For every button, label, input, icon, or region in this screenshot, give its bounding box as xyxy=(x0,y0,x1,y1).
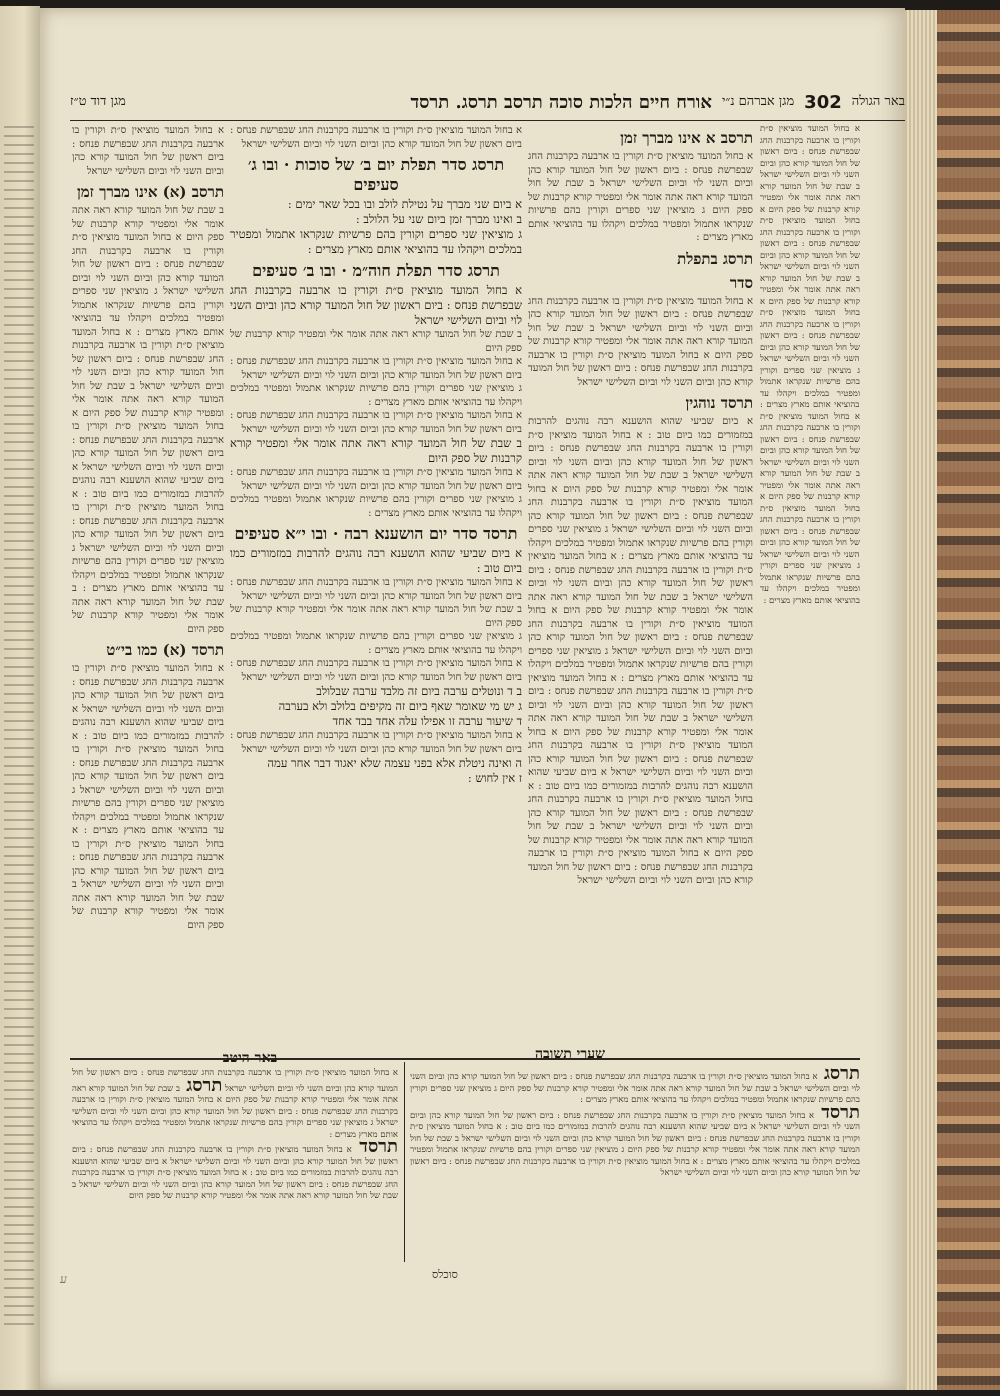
text-line-c: ג מוציאין שני ספרים וקורין בהם פרשיות שנקראו אתמול ומפטיר במלכים ויקהלו עד בהוציאי אותם מארץ מצרים : xyxy=(230,227,522,256)
beer-heitev-title: באר היטב xyxy=(222,1050,278,1066)
commentary-left-label: מגן אברהם נ״י xyxy=(721,94,795,110)
shaarei-teshuva-column: תרסג א בחול המועד מוציאין ס״ת וקורין בו ארבעה בקרבנות החג שבפרשת פנחס : ביום ראשון של חול המועד קורא כהן וביום השני לוי וביום השלישי ישראל ב שבת של חול המועד קורא ראה אתה אומר אלי ומפטיר קורא קרבנות של ספק היום ג מוציאין שני ספרים וקורין בהם פרשיות שנקראו אתמול ומפטיר במלכים ויקהלו עד בהוציאי אותם מארץ מצרים : תרסד א בחול המועד מוציאין ס״ת וקורין בו ארבעה בקרבנות החג שבפרשת פנחס : ביום ראשון של חול המועד קורא כהן וביום השני לוי וביום השלישי ישראל א ביום שביעי שהוא הושענא רבה נוהגים להרבות במזמורים כמו ביום טוב : א בחול המועד מוציאין ס״ת וקורין בו ארבעה בקרבנות החג שבפרשת פנחס : ביום ראשון של חול המועד קורא כהן וביום השני לוי וביום השלישי ישראל ב שבת של חול המועד קורא ראה אתה אומר אלי ומפטיר קורא קרבנות של ספק היום ג מוציאין שני ספרים וקורין בהם פרשיות שנקראו אתמול ומפטיר במלכים ויקהלו עד בהוציאי אותם מארץ מצרים : א בחול המועד מוציאין ס״ת וקורין בו ארבעה בקרבנות החג שבפרשת פנחס : ביום ראשון של חול המועד קורא כהן וביום השני לוי וביום השלישי ישראל xyxy=(410,1068,860,1264)
taz-column: א בחול המועד מוציאין ס״ת וקורין בו ארבעה בקרבנות החג שבפרשת פנחס : ביום ראשון של חול המועד קורא כהן וביום השני לוי וביום השלישי ישראל תרסב (א) אינו מברך זמן ב שבת של חול המועד קורא ראה אתה אומר אלי ומפטיר קורא קרבנות של ספק היום א בחול המועד מוציאין ס״ת וקורין בו ארבעה בקרבנות החג שבפרשת פנחס : ביום ראשון של חול המועד קורא כהן וביום השני לוי וביום השלישי ישראל ג מוציאין שני ספרים וקורין בהם פרשיות שנקראו אתמול ומפטיר במלכים ויקהלו עד בהוציאי אותם מארץ מצרים : א בחול המועד מוציאין ס״ת וקורין בו ארבעה בקרבנות החג שבפרשת פנחס : ביום ראשון של חול המועד קורא כהן וביום השני לוי וביום השלישי ישראל ב שבת של חול המועד קורא ראה אתה אומר אלי ומפטיר קורא קרבנות של ספק היום א בחול המועד מוציאין ס״ת וקורין בו ארבעה בקרבנות החג שבפרשת פנחס : ביום ראשון של חול המועד קורא כהן וביום השני לוי וביום השלישי ישראל א ביום שביעי שהוא הושענא רבה נוהגים להרבות במזמורים כמו ביום טוב : א בחול המועד מוציאין ס״ת וקורין בו ארבעה בקרבנות החג שבפרשת פנחס : ביום ראשון של חול המועד קורא כהן וביום השני לוי וביום השלישי ישראל ג מוציאין שני ספרים וקורין בהם פרשיות שנקראו אתמול ומפטיר במלכים ויקהלו עד בהוציאי אותם מארץ מצרים : ב שבת של חול המועד קורא ראה אתה אומר אלי ומפטיר קורא קרבנות של ספק היום תרסד (א) כמו בי״ט א בחול המועד מוציאין ס״ת וקורין בו ארבעה בקרבנות החג שבפרשת פנחס : ביום ראשון של חול המועד קורא כהן וביום השני לוי וביום השלישי ישראל א ביום שביעי שהוא הושענא רבה נוהגים להרבות במזמורים כמו ביום טוב : א בחול המועד מוציאין ס״ת וקורין בו ארבעה בקרבנות החג שבפרשת פנחס : ביום ראשון של חול המועד קורא כהן וביום השני לוי וביום השלישי ישראל ג מוציאין שני ספרים וקורין בהם פרשיות שנקראו אתמול ומפטיר במלכים ויקהלו עד בהוציאי אותם מארץ מצרים : א בחול המועד מוציאין ס״ת וקורין בו ארבעה בקרבנות החג שבפרשת פנחס : ביום ראשון של חול המועד קורא כהן וביום השני לוי וביום השלישי ישראל ב שבת של חול המועד קורא ראה אתה אומר אלי ומפטיר קורא קרבנות של ספק היום xyxy=(72,125,224,931)
magen-avraham-heading-2: תרסג בתפלת xyxy=(677,249,753,268)
taz-heading-2: תרסד (א) כמו בי״ט xyxy=(106,641,224,659)
shulchan-aruch-main-text: א בחול המועד מוציאין ס״ת וקורין בו ארבעה בקרבנות החג שבפרשת פנחס : ביום ראשון של חול המועד קורא כהן וביום השני לוי וביום השלישי ישראל תרסג סדר תפלת יום ב׳ של סוכות · ובו ג׳ סעיפים א ביום שני מברך על נטילת לולב ובו בכל שאר ימים : ב ואינו מברך זמן ביום שני על הלולב : ג מוציאין שני ספרים וקורין בהם פרשיות שנקראו אתמול ומפטיר במלכים ויקהלו עד בהוציאי אותם מארץ מצרים : תרסג סדר תפלת חוה״מ · ובו ב׳ סעיפים א בחול המועד מוציאין ס״ת וקורין בו ארבעה בקרבנות החג שבפרשת פנחס : ביום ראשון של חול המועד קורא כהן וביום השני לוי וביום השלישי ישראל ב שבת של חול המועד קורא ראה אתה אומר אלי ומפטיר קורא קרבנות של ספק היום א בחול המועד מוציאין ס״ת וקורין בו ארבעה בקרבנות החג שבפרשת פנחס : ביום ראשון של חול המועד קורא כהן וביום השני לוי וביום השלישי ישראל ג מוציאין שני ספרים וקורין בהם פרשיות שנקראו אתמול ומפטיר במלכים ויקהלו עד בהוציאי אותם מארץ מצרים : א בחול המועד מוציאין ס״ת וקורין בו ארבעה בקרבנות החג שבפרשת פנחס : ביום ראשון של חול המועד קורא כהן וביום השני לוי וביום השלישי ישראל ב שבת של חול המועד קורא ראה אתה אומר אלי ומפטיר קורא קרבנות של ספק היום א בחול המועד מוציאין ס״ת וקורין בו ארבעה בקרבנות החג שבפרשת פנחס : ביום ראשון של חול המועד קורא כהן וביום השני לוי וביום השלישי ישראל ג מוציאין שני ספרים וקורין בהם פרשיות שנקראו אתמול ומפטיר במלכים ויקהלו עד בהוציאי אותם מארץ מצרים : תרסד סדר יום הושענא רבה · ובו י״א סעיפים א ביום שביעי שהוא הושענא רבה נוהגים להרבות במזמורים כמו ביום טוב : א בחול המועד מוציאין ס״ת וקורין בו ארבעה בקרבנות החג שבפרשת פנחס : ביום ראשון של חול המועד קורא כהן וביום השני לוי וביום השלישי ישראל ב שבת של חול המועד קורא ראה אתה אומר אלי ומפטיר קורא קרבנות של ספק היום ג מוציאין שני ספרים וקורין בהם פרשיות שנקראו אתמול ומפטיר במלכים ויקהלו עד בהוציאי אותם מארץ מצרים : א בחול המועד מוציאין ס״ת וקורין בו ארבעה בקרבנות החג שבפרשת פנחס : ביום ראשון של חול המועד קורא כהן וביום השני לוי וביום השלישי ישראל ב ד ונוטלים ערבה ביום זה מלבד ערבה שבלולב ג יש מי שאומר שאף ביום זה מקיפים בלולב ולא בערבה ד שיעור ערבה זו אפילו עלה אחד בבד אחד א בחול המועד מוציאין ס״ת וקורין בו ארבעה בקרבנות החג שבפרשת פנחס : ביום ראשון של חול המועד קורא כהן וביום השני לוי וביום השלישי ישראל ה ואינה ניטלת אלא בפני עצמה שלא יאגוד דבר אחר עמה ז אין לחוש : xyxy=(230,125,522,785)
beer-heitev-column: א בחול המועד מוציאין ס״ת וקורין בו ארבעה בקרבנות החג שבפרשת פנחס : ביום ראשון של חול המועד קורא כהן וביום השני לוי וביום השלישי ישראל תרסג ב שבת של חול המועד קורא ראה אתה אומר אלי ומפטיר קורא קרבנות של ספק היום א בחול המועד מוציאין ס״ת וקורין בו ארבעה בקרבנות החג שבפרשת פנחס : ביום ראשון של חול המועד קורא כהן וביום השני לוי וביום השלישי ישראל ג מוציאין שני ספרים וקורין בהם פרשיות שנקראו אתמול ומפטיר במלכים ויקהלו עד בהוציאי אותם מארץ מצרים : תרסד א בחול המועד מוציאין ס״ת וקורין בו ארבעה בקרבנות החג שבפרשת פנחס : ביום ראשון של חול המועד קורא כהן וביום השני לוי וביום השלישי ישראל א ביום שביעי שהוא הושענא רבה נוהגים להרבות במזמורים כמו ביום טוב : א בחול המועד מוציאין ס״ת וקורין בו ארבעה בקרבנות החג שבפרשת פנחס : ביום ראשון של חול המועד קורא כהן וביום השני לוי וביום השלישי ישראל ב שבת של חול המועד קורא ראה אתה אומר אלי ומפטיר קורא קרבנות של ספק היום xyxy=(72,1068,398,1201)
facing-page-text xyxy=(4,126,34,1326)
magen-avraham-column: תרסב א אינו מברך זמן א בחול המועד מוציאין ס״ת וקורין בו ארבעה בקרבנות החג שבפרשת פנחס : ביום ראשון של חול המועד קורא כהן וביום השני לוי וביום השלישי ישראל ב שבת של חול המועד קורא ראה אתה אומר אלי ומפטיר קורא קרבנות של ספק היום ג מוציאין שני ספרים וקורין בהם פרשיות שנקראו אתמול ומפטיר במלכים ויקהלו עד בהוציאי אותם מארץ מצרים : תרסג בתפלת סדר א בחול המועד מוציאין ס״ת וקורין בו ארבעה בקרבנות החג שבפרשת פנחס : ביום ראשון של חול המועד קורא כהן וביום השני לוי וביום השלישי ישראל ב שבת של חול המועד קורא ראה אתה אומר אלי ומפטיר קורא קרבנות של ספק היום א בחול המועד מוציאין ס״ת וקורין בו ארבעה בקרבנות החג שבפרשת פנחס : ביום ראשון של חול המועד קורא כהן וביום השני לוי וביום השלישי ישראל תרסד נוהגין א ביום שביעי שהוא הושענא רבה נוהגים להרבות במזמורים כמו ביום טוב : א בחול המועד מוציאין ס״ת וקורין בו ארבעה בקרבנות החג שבפרשת פנחס : ביום ראשון של חול המועד קורא כהן וביום השני לוי וביום השלישי ישראל ב שבת של חול המועד קורא ראה אתה אומר אלי ומפטיר קורא קרבנות של ספק היום א בחול המועד מוציאין ס״ת וקורין בו ארבעה בקרבנות החג שבפרשת פנחס : ביום ראשון של חול המועד קורא כהן וביום השני לוי וביום השלישי ישראל ג מוציאין שני ספרים וקורין בהם פרשיות שנקראו אתמול ומפטיר במלכים ויקהלו עד בהוציאי אותם מארץ מצרים : א בחול המועד מוציאין ס״ת וקורין בו ארבעה בקרבנות החג שבפרשת פנחס : ביום ראשון של חול המועד קורא כהן וביום השני לוי וביום השלישי ישראל ב שבת של חול המועד קורא ראה אתה אומר אלי ומפטיר קורא קרבנות של ספק היום א בחול המועד מוציאין ס״ת וקורין בו ארבעה בקרבנות החג שבפרשת פנחס : ביום ראשון של חול המועד קורא כהן וביום השני לוי וביום השלישי ישראל ג מוציאין שני ספרים וקורין בהם פרשיות שנקראו אתמול ומפטיר במלכים ויקהלו עד בהוציאי אותם מארץ מצרים : א בחול המועד מוציאין ס״ת וקורין בו ארבעה בקרבנות החג שבפרשת פנחס : ביום ראשון של חול המועד קורא כהן וביום השני לוי וביום השלישי ישראל ב שבת של חול המועד קורא ראה אתה אומר אלי ומפטיר קורא קרבנות של ספק היום א בחול המועד מוציאין ס״ת וקורין בו ארבעה בקרבנות החג שבפרשת פנחס : ביום ראשון של חול המועד קורא כהן וביום השני לוי וביום השלישי ישראל א ביום שביעי שהוא הושענא רבה נוהגים להרבות במזמורים כמו ביום טוב : א בחול המועד מוציאין ס״ת וקורין בו ארבעה בקרבנות החג שבפרשת פנחס : ביום ראשון של חול המועד קורא כהן וביום השני לוי וביום השלישי ישראל ב שבת של חול המועד קורא ראה אתה אומר אלי ומפטיר קורא קרבנות של ספק היום א בחול המועד מוציאין ס״ת וקורין בו ארבעה בקרבנות החג שבפרשת פנחס : ביום ראשון של חול המועד קורא כהן וביום השני לוי וביום השלישי ישראל xyxy=(528,129,753,886)
text-line-j: ה ואינה ניטלת אלא בפני עצמה שלא יאגוד דבר אחר עמה xyxy=(267,756,522,770)
shaarei-siman-663: תרסג xyxy=(817,1068,860,1084)
beer-heitev-siman-664: תרסד xyxy=(351,1136,398,1157)
magen-avraham-heading-3: סדר xyxy=(729,273,753,292)
bottom-column-divider xyxy=(404,1062,405,1262)
magen-avraham-heading-1: תרסב א אינו מברך זמן xyxy=(620,129,753,147)
printer-signature: סוכלס xyxy=(432,1268,458,1281)
magen-avraham-heading-4: תרסד נוהגין xyxy=(685,394,753,412)
text-line-b: ב ואינו מברך זמן ביום שני על הלולב : xyxy=(355,212,522,226)
handwritten-margin-mark: ע xyxy=(60,1272,67,1286)
page-title: אורח חיים הלכות סוכה תרסב תרסג. תרסד xyxy=(410,91,712,113)
text-line-g: ב ד ונוטלים ערבה ביום זה מלבד ערבה שבלולב xyxy=(316,684,522,698)
siman-663b-heading: תרסג סדר תפלת חוה״מ · ובו ב׳ סעיפים xyxy=(252,261,500,280)
text-line-k: ז אין לחוש : xyxy=(467,771,522,785)
running-head xyxy=(70,84,905,121)
text-line-e: ב שבת של חול המועד קורא ראה אתה אומר אלי ומפטיר קורא קרבנות של ספק היום xyxy=(230,436,522,465)
page-number: 302 xyxy=(804,91,842,113)
shaarei-siman-664: תרסד xyxy=(814,1101,860,1123)
text-line-i: ד שיעור ערבה זו אפילו עלה אחד בבד אחד xyxy=(332,714,522,728)
text-line-a: א ביום שני מברך על נטילת לולב ובו בכל שאר ימים : xyxy=(287,197,522,211)
text-line-d: א בחול המועד מוציאין ס״ת וקורין בו ארבעה בקרבנות החג שבפרשת פנחס : ביום ראשון של חול המועד קורא כהן וביום השני לוי וביום השלישי ישראל xyxy=(230,283,522,327)
text-line-h: ג יש מי שאומר שאף ביום זה מקיפים בלולב ולא בערבה xyxy=(278,699,522,713)
text-line-f: א ביום שביעי שהוא הושענא רבה נוהגים להרבות במזמורים כמו ביום טוב : xyxy=(230,546,522,575)
beer-hagolah-column: א בחול המועד מוציאין ס״ת וקורין בו ארבעה בקרבנות החג שבפרשת פנחס : ביום ראשון של חול המועד קורא כהן וביום השני לוי וביום השלישי ישראל ב שבת של חול המועד קורא ראה אתה אומר אלי ומפטיר קורא קרבנות של ספק היום א בחול המועד מוציאין ס״ת וקורין בו ארבעה בקרבנות החג שבפרשת פנחס : ביום ראשון של חול המועד קורא כהן וביום השני לוי וביום השלישי ישראל ב שבת של חול המועד קורא ראה אתה אומר אלי ומפטיר קורא קרבנות של ספק היום א בחול המועד מוציאין ס״ת וקורין בו ארבעה בקרבנות החג שבפרשת פנחס : ביום ראשון של חול המועד קורא כהן וביום השני לוי וביום השלישי ישראל ג מוציאין שני ספרים וקורין בהם פרשיות שנקראו אתמול ומפטיר במלכים ויקהלו עד בהוציאי אותם מארץ מצרים : א בחול המועד מוציאין ס״ת וקורין בו ארבעה בקרבנות החג שבפרשת פנחס : ביום ראשון של חול המועד קורא כהן וביום השני לוי וביום השלישי ישראל ב שבת של חול המועד קורא ראה אתה אומר אלי ומפטיר קורא קרבנות של ספק היום א בחול המועד מוציאין ס״ת וקורין בו ארבעה בקרבנות החג שבפרשת פנחס : ביום ראשון של חול המועד קורא כהן וביום השני לוי וביום השלישי ישראל ג מוציאין שני ספרים וקורין בהם פרשיות שנקראו אתמול ומפטיר במלכים ויקהלו עד בהוציאי אותם מארץ מצרים : xyxy=(760,124,860,606)
facing-page-edge xyxy=(0,6,40,1390)
commentary-right-label: מגן דוד ט״ז xyxy=(70,94,126,110)
running-head-left-label: באר הגולה xyxy=(851,94,905,110)
siman-664-heading: תרסד סדר יום הושענא רבה · ובו י״א סעיפים xyxy=(234,524,518,543)
taz-heading-1: תרסב (א) אינו מברך זמן xyxy=(76,183,224,201)
shaarei-teshuva-title: שערי תשובה xyxy=(534,1046,606,1062)
beer-heitev-siman-663: תרסג xyxy=(180,1074,223,1096)
book-fore-edge xyxy=(905,10,1000,1390)
siman-663-heading: תרסג סדר תפלת יום ב׳ של סוכות · ובו ג׳ סעיפים xyxy=(247,155,505,194)
